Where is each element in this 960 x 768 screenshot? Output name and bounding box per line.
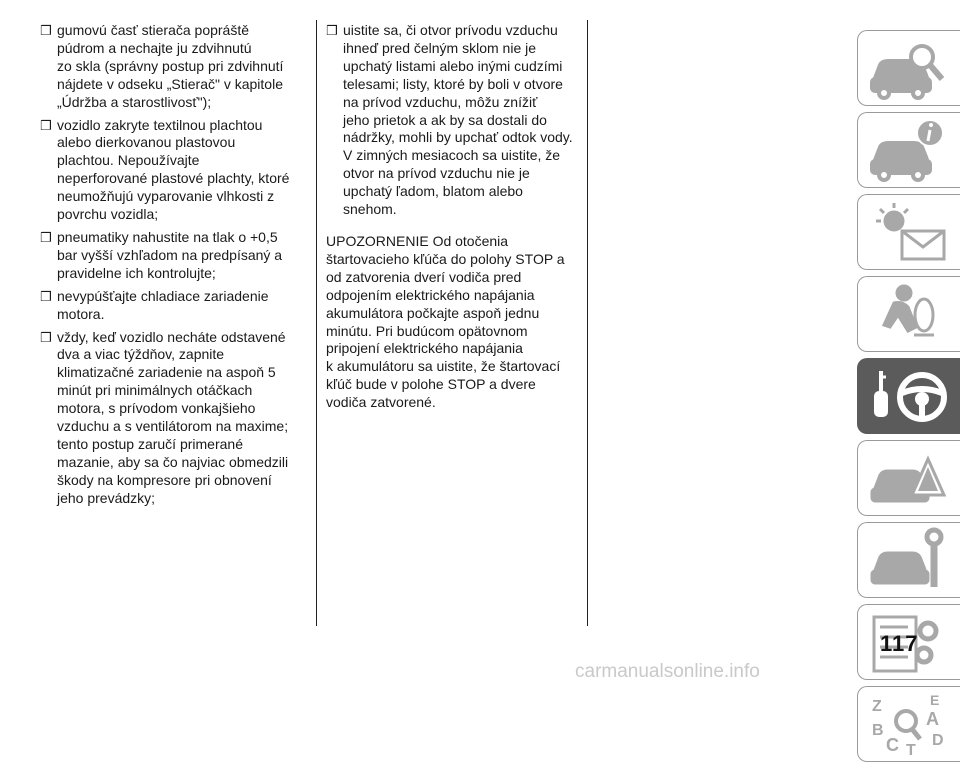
list-item <box>40 117 312 224</box>
tab-emergency[interactable] <box>857 440 960 516</box>
right-column <box>326 22 578 412</box>
text-line: uistite sa, či otvor prívodu vzduchu <box>343 22 558 38</box>
watermark: carmanualsonline.info <box>575 661 760 682</box>
text-line: snehom. <box>343 201 397 218</box>
text-line: akumulátora počkajte aspoň jednu <box>326 304 540 321</box>
text-line: pneumatiky nahustite na tlak o +0,5 <box>57 228 278 245</box>
text-line: motora. <box>57 305 105 322</box>
text-line: na prívod vzduchu, môžu znížiť <box>343 93 538 110</box>
text-line: alebo dierkovanou plastovou <box>57 134 236 151</box>
text-line: dva a viac týždňov, zapnite <box>57 346 225 363</box>
checkbox-bullet-icon: ❒ <box>40 229 52 245</box>
index-letter: B <box>872 722 884 739</box>
warning-light-envelope-icon <box>868 199 950 267</box>
airbag-passenger-icon <box>868 281 950 349</box>
list-item <box>40 329 312 508</box>
car-magnifier-icon <box>868 35 950 103</box>
text-line: zo skla (správny postup pri zdvihnutí <box>57 57 284 74</box>
car-wrench-icon <box>868 527 950 595</box>
text-line: vozidlo zakryte textilnou plachtou <box>57 116 263 133</box>
text-line: jeho prevádzky; <box>57 489 156 506</box>
warning-paragraph <box>326 233 578 412</box>
text-line: neperforované plastové plachty, ktoré <box>57 170 290 187</box>
car-info-icon <box>868 117 950 185</box>
tab-car-info[interactable] <box>857 112 960 188</box>
text-line: upchatý listami alebo inými cudzími <box>343 57 563 74</box>
list-item <box>40 22 312 112</box>
text-line: ihneď pred čelným sklom nie je <box>343 39 537 56</box>
checkbox-bullet-icon: ❒ <box>40 117 52 133</box>
text-line: bar vyšší vzhľadom na predpísaný a <box>57 246 283 263</box>
text-line: povrchu vozidla; <box>57 206 159 223</box>
index-letter: C <box>886 735 899 755</box>
chapter-tabs <box>857 30 960 768</box>
tab-index[interactable] <box>857 686 960 762</box>
text-line: k akumulátoru sa uistite, že štartovací <box>326 358 561 375</box>
index-letter: A <box>926 709 939 729</box>
index-letter: D <box>932 732 944 749</box>
text-line: gumovú časť stierača popráště <box>57 22 250 38</box>
text-line: telesami; listy, ktoré by boli v otvore <box>343 75 563 92</box>
index-letter: Z <box>872 698 882 715</box>
text-line: otvor na prívod vzduchu nie je <box>343 165 530 182</box>
text-line: „Údržba a starostlivosť"); <box>57 93 212 110</box>
text-line: vodiča zatvorené. <box>326 394 436 411</box>
list-item <box>40 288 312 324</box>
text-line: jeho prietok a ak by sa dostali do <box>343 111 547 128</box>
text-line: V zimných mesiacoch sa uistite, že <box>343 147 561 164</box>
text-line: pripojení elektrického napájania <box>326 340 523 357</box>
alphabet-index-icon <box>868 691 950 759</box>
text-line: minútu. Pri budúcom opätovnom <box>326 322 528 339</box>
checkbox-bullet-icon: ❒ <box>326 23 338 38</box>
text-line: tento postup zaručí primerané <box>57 435 243 452</box>
page-number: 117 <box>880 631 919 656</box>
tab-safety[interactable] <box>857 276 960 352</box>
text-line: odpojením elektrického napájania <box>326 286 535 303</box>
text-line: neumožňujú vyparovanie vlhkosti z <box>57 188 275 205</box>
column-divider <box>316 20 317 626</box>
text-line: od zatvorenia dverí vodiča pred <box>326 268 522 285</box>
index-letter: E <box>930 692 940 708</box>
text-line: kľúč bude v polohe STOP a dvere <box>326 376 536 393</box>
car-warning-triangle-icon <box>868 445 950 513</box>
text-line: nájdete v odseku „Stierač" v kapitole <box>57 75 283 92</box>
checkbox-bullet-icon: ❒ <box>40 288 52 304</box>
checkbox-bullet-icon: ❒ <box>40 23 52 38</box>
index-letter: T <box>906 742 916 759</box>
left-column <box>40 22 312 513</box>
key-steering-wheel-icon <box>868 363 950 431</box>
tab-servicing[interactable] <box>857 522 960 598</box>
list-item <box>326 22 578 219</box>
text-line: vždy, keď vozidlo necháte odstavené <box>57 328 286 345</box>
list-item <box>40 229 312 283</box>
text-line: štartovacieho kľúča do polohy STOP a <box>326 250 565 267</box>
text-line: škody na kompresore pri obnovení <box>57 471 272 488</box>
text-line: pravidelne ich kontrolujte; <box>57 264 216 281</box>
tab-knowing-your-car[interactable] <box>857 30 960 106</box>
text-line: mazanie, aby sa čo najviac obmedzili <box>57 453 289 470</box>
text-line: nevypúšťajte chladiace zariadenie <box>57 287 269 304</box>
text-line: vzduchu a s ventilátorom na maxime; <box>57 418 289 435</box>
tab-starting-driving[interactable] <box>857 358 960 434</box>
checkbox-bullet-icon: ❒ <box>40 329 52 345</box>
tab-warning-lights[interactable] <box>857 194 960 270</box>
text-line: nádržky, mohli by upchať odtok vody. <box>343 129 573 146</box>
column-divider <box>587 20 588 626</box>
text-line: minút pri minimálnych otáčkach <box>57 382 253 399</box>
text-line: upchatý ľadom, blatom alebo <box>343 183 523 200</box>
text-line: UPOZORNENIE Od otočenia <box>326 232 509 249</box>
text-line: klimatizačné zariadenie na aspoň 5 <box>57 364 276 381</box>
text-line: motora, s prívodom vonkajšieho <box>57 400 256 417</box>
text-line: plachtou. Nepoužívajte <box>57 152 200 169</box>
text-line: púdrom a nechajte ju zdvihnutú <box>57 39 252 56</box>
